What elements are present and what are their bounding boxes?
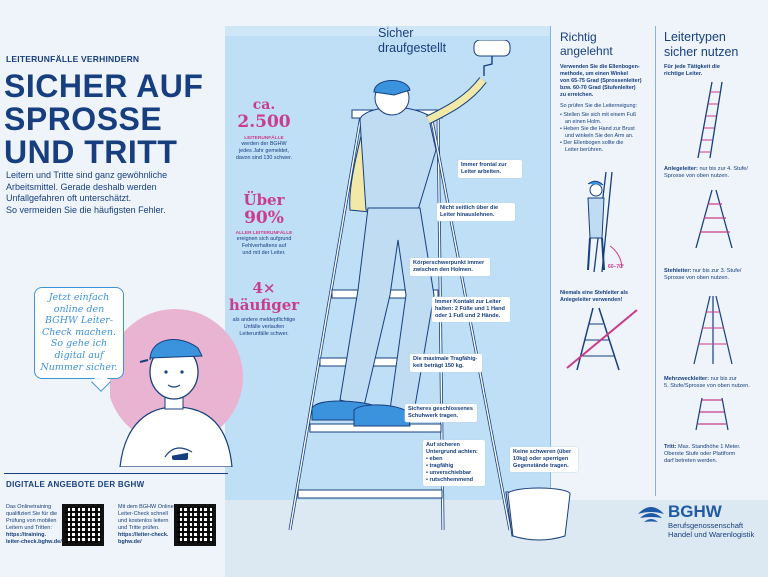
logo-name: BGHW: [668, 502, 722, 521]
tip-center-of-gravity: Körperschwerpunkt immer zwischen den Holmen.: [410, 258, 490, 276]
divider: [4, 473, 228, 474]
type-stepladder: Stehleiter: nur bis zur 3. Stufe/ Sprosse von oben nutzen.: [664, 268, 742, 281]
tip-three-points: Immer Kontakt zur Leiter halten: 2 Füße und 1 Hand oder 1 Fuß und 2 Hände.: [432, 297, 510, 322]
lean-angle-illustration: [566, 168, 651, 278]
tip-shoes: Sicheres geschlossenes Schuhwerk tragen.: [405, 404, 477, 422]
stepladder-warning: Niemals eine Stehleiter als Anlegeleiter verwenden!: [560, 290, 629, 303]
stepladder-icon: [688, 188, 738, 250]
training-link[interactable]: https://training.: [6, 532, 47, 538]
title-line: SICHER AUF: [4, 68, 204, 104]
type-step-stool: Tritt: Max. Standhöhe 1 Meter. Oberste Stufe oder Plattform darf betreten werden.: [664, 444, 741, 464]
qr-code-check[interactable]: [174, 504, 216, 546]
angle-label: 60–70°: [608, 264, 624, 270]
check-link[interactable]: bghw.de/: [118, 539, 142, 545]
intro-text: Leitern und Tritte sind ganz gewöhnliche Arbeitsmittel. Gerade deshalb werden Unfallgefahren oft unterschätzt. So vermeiden Sie die häufigsten Fehler.: [6, 170, 168, 215]
type-multipurpose-ladder: Mehrzweckleiter: nur bis zur 5. Stufe/Sprosse von oben nutzen.: [664, 376, 750, 389]
types-intro: Für jede Tätigkeit die richtige Leiter.: [664, 64, 720, 77]
section-title-leaning: Richtig angelehnt: [560, 30, 613, 58]
tip-max-load: Die maximale Tragfähig- keit beträgt 150 kg.: [410, 354, 482, 372]
bghw-logo-icon: [636, 500, 666, 528]
training-text: Das Onlinetraining qualifiziert Sie für die Prüfung von mobilen Leitern und Tritten: https://training. leiter-check.bghw.de/: [6, 504, 62, 545]
stat-percentage: Über 90% ALLER LEITERUNFÄLLE ereignen sich aufgrund Fehlverhaltens auf und mit der Leiter.: [235, 191, 293, 256]
tip-ground: Auf sicheren Untergrund achten: • eben • tragfähig • unverschiebbar • rutschhemmend: [423, 440, 485, 486]
check-text: Mit dem BGHW Online Leiter-Check schnell und kostenlos leitern und Tritte prüfen. https://leiter-check. bghw.de/: [118, 504, 174, 545]
step-stool-icon: [692, 396, 732, 432]
training-link[interactable]: leiter-check.bghw.de/: [6, 539, 62, 545]
lean-check: So prüfen Sie die Leiterneigung: • Stellen Sie sich mit einem Fuß an einen Holm. • Heben Sie die Hand zur Brust und winkeln Sie den Arm an. • Der Ellenbogen sollte die Leiter berühren.: [560, 103, 638, 153]
kicker: LEITERUNFÄLLE VERHINDERN: [6, 54, 140, 64]
multipurpose-ladder-icon: [688, 294, 738, 366]
page-title: [4, 70, 203, 169]
digital-heading: DIGITALE ANGEBOTE DER BGHW: [6, 480, 145, 489]
logo-subtitle: Berufsgenossenschaft Handel und Warenlogistik: [668, 521, 755, 539]
left-panel: [0, 0, 225, 577]
title-line: UND TRITT: [4, 134, 178, 170]
column-divider: [655, 26, 656, 496]
speech-bubble-text: Jetzt einfach online den BGHW Leiter- Check machen. So gehe ich digital auf Nummer sicher.: [40, 292, 118, 373]
stat-accidents: ca. 2.500 LEITERUNFÄLLE werden der BGHW jedes Jahr gemeldet, davon sind 130 schwer.: [235, 97, 293, 161]
stat-severity: 4× häufiger als andere meldepflichtige Unfälle verlaufen Leiterunfälle schwer.: [228, 279, 300, 337]
stepladder-illustration: [278, 40, 528, 540]
type-leaning-ladder: Anlegeleiter: nur bis zur 4. Stufe/ Sprosse von oben nutzen.: [664, 166, 748, 179]
tip-no-heavy-items: Keine schweren (über 10kg) oder sperrigen Gegenstände tragen.: [510, 447, 578, 472]
leaning-ladder-icon: [690, 80, 740, 160]
stepladder-crossed-out: [563, 304, 643, 374]
tip-frontal: Immer frontal zur Leiter arbeiten.: [458, 160, 522, 178]
paint-bucket: [505, 486, 573, 542]
check-link[interactable]: https://leiter-check.: [118, 532, 169, 538]
title-line: SPROSSE: [4, 101, 163, 137]
tip-no-leaning: Nicht seitlich über die Leiter hinauslehnen.: [437, 203, 515, 221]
section-title-standing: Sicher draufgestellt: [378, 26, 447, 55]
lean-intro: Verwenden Sie die Ellenbogen- methode, um einen Winkel von 65-75 Grad (Sprossenleiter) bzw. 60-70 Grad (Stufenleiter) zu erreichen.: [560, 64, 642, 98]
qr-code-training[interactable]: [62, 504, 104, 546]
section-title-types: Leitertypen sicher nutzen: [664, 30, 739, 59]
column-divider: [550, 26, 551, 496]
